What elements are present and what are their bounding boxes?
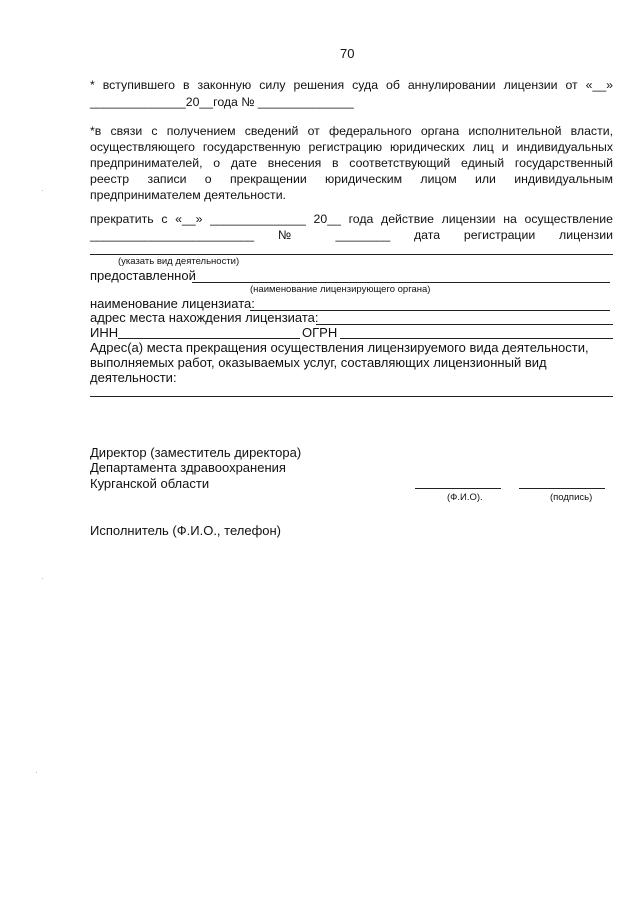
fio-hint: (Ф.И.О). — [447, 492, 483, 503]
sign-hint: (подпись) — [550, 492, 593, 503]
licensee-address-rule — [316, 324, 613, 325]
page-number: 70 — [340, 46, 355, 61]
provided-label: предоставленной — [90, 268, 196, 283]
executor-label: Исполнитель (Ф.И.О., телефон) — [90, 523, 282, 538]
scan-mark — [42, 578, 43, 579]
inn-label: ИНН — [90, 325, 119, 340]
federal-organ-line-1: *в связи с получением сведений от федерального органа исполнительной власти, — [90, 124, 613, 138]
scan-mark — [36, 772, 37, 773]
court-decision-line-1: * вступившего в законную силу решения суда об аннулировании лицензии от «__» — [90, 78, 613, 92]
scan-mark — [42, 190, 43, 191]
ogrn-rule — [340, 338, 613, 339]
sign-rule — [519, 488, 605, 489]
federal-organ-line-5: предпринимателем деятельности. — [90, 188, 286, 202]
licensee-address-label: адрес места нахождения лицензиата: — [90, 310, 319, 325]
federal-organ-line-3: предпринимателей, о дате внесения в соответствующий единый государственный — [90, 156, 613, 170]
termination-address-line-3: деятельности: — [90, 370, 177, 385]
organ-hint: (наименование лицензирующего органа) — [250, 284, 431, 295]
activity-hint: (указать вид деятельности) — [118, 256, 240, 267]
signature-position-line-1: Директор (заместитель директора) — [90, 445, 302, 460]
signature-position-line-3: Курганской области — [90, 476, 210, 491]
court-decision-line-2: ______________20__года № ______________ — [90, 95, 354, 109]
terminate-line-2: ________________________ № ________ дата регистрации лицензии — [90, 228, 613, 242]
federal-organ-line-4: реестр записи о прекращении юридическим лицом или индивидуальным — [90, 172, 613, 186]
fio-rule — [415, 488, 501, 489]
termination-address-rule — [90, 396, 613, 397]
provided-rule — [192, 282, 610, 283]
termination-address-line-1: Адрес(а) места прекращения осуществления лицензируемого вида деятельности, — [90, 340, 589, 355]
licensee-name-label: наименование лицензиата: — [90, 296, 255, 311]
termination-address-line-2: выполняемых работ, оказываемых услуг, составляющих лицензионный вид — [90, 355, 547, 370]
terminate-line-1: прекратить с «__» ______________ 20__ года действие лицензии на осуществление — [90, 212, 613, 226]
activity-rule — [90, 254, 613, 255]
ogrn-label: ОГРН — [302, 325, 338, 340]
signature-position-line-2: Департамента здравоохранения — [90, 460, 286, 475]
federal-organ-line-2: осуществляющего государственную регистрацию юридических лиц и индивидуальных — [90, 140, 613, 154]
inn-rule — [118, 338, 300, 339]
